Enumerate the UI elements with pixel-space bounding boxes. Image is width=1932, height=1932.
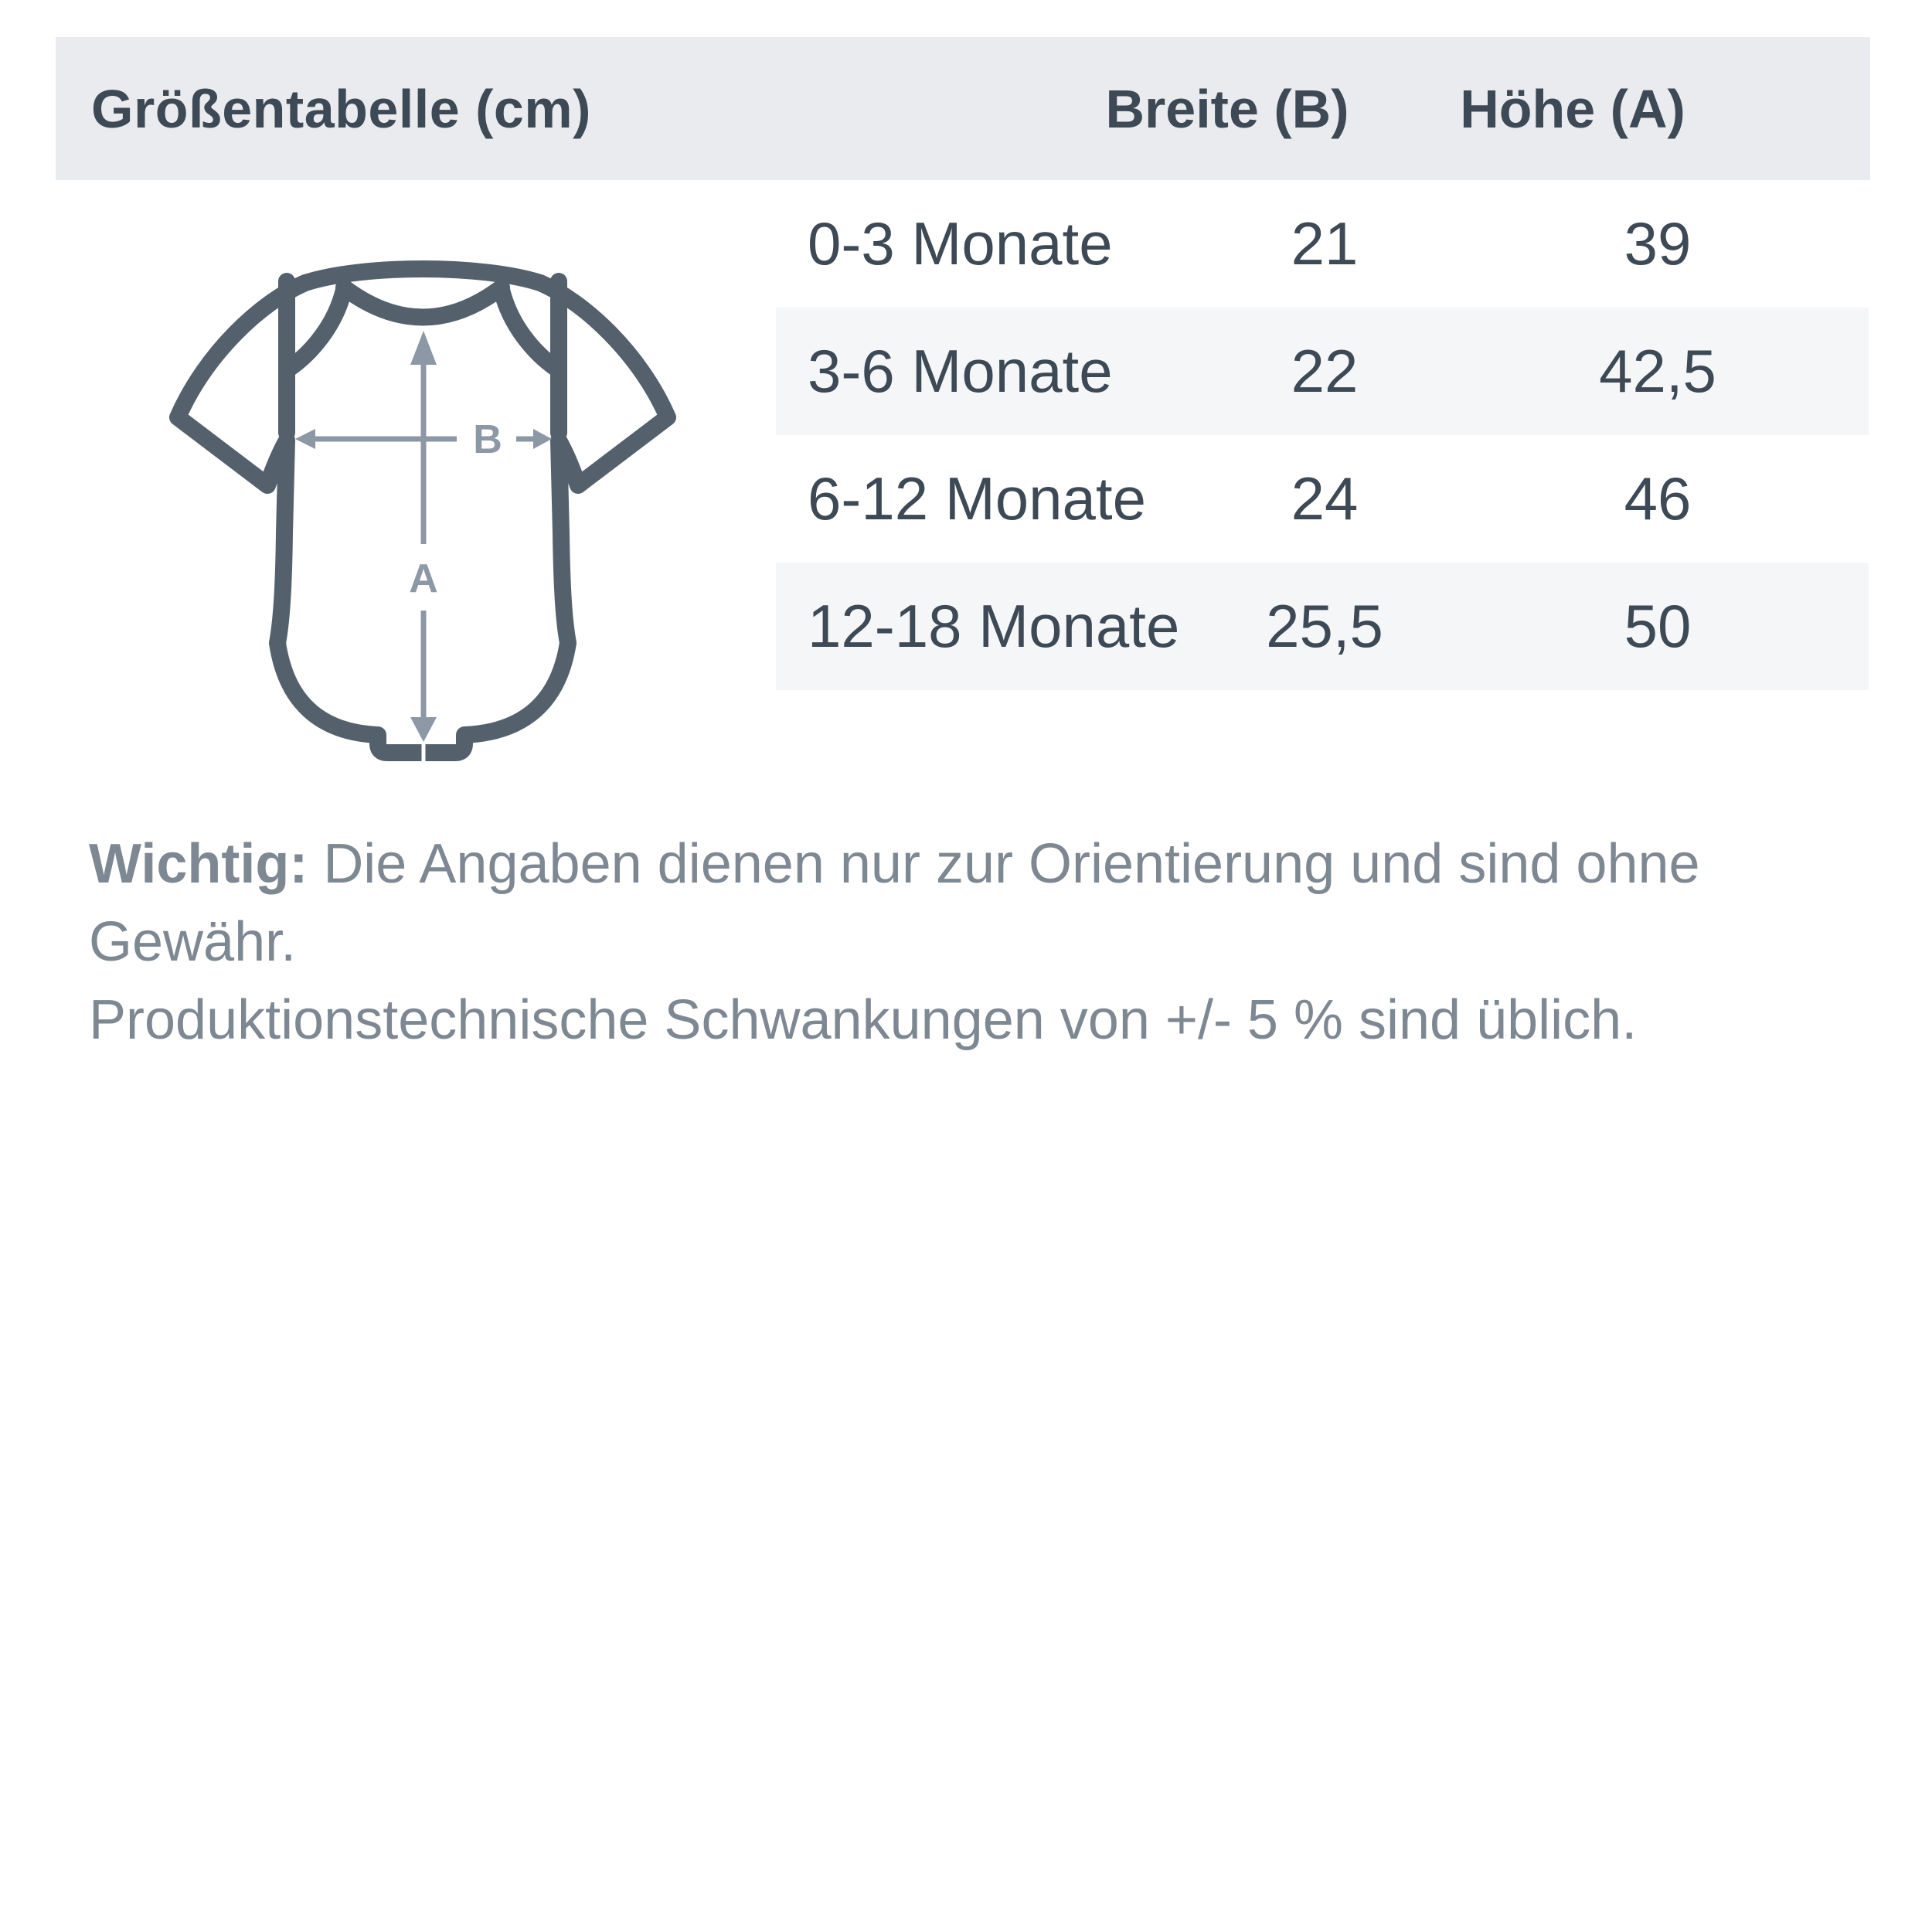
row-label: 6-12 Monate — [808, 464, 1146, 532]
row-hoehe-value: 46 — [1624, 464, 1692, 532]
height-label-a: A — [409, 556, 438, 601]
row-label: 12-18 Monate — [808, 592, 1180, 660]
row-hoehe-value: 39 — [1624, 209, 1692, 277]
right-raglan-seam — [502, 290, 556, 369]
note-text-2: Produktionstechnische Schwankungen von +/- 5 % sind üblich. — [89, 989, 1638, 1051]
row-breite-value: 21 — [1291, 209, 1359, 277]
disclaimer-note — [89, 825, 1866, 1060]
note-text-1: Die Angaben dienen nur zur Orientierung und sind ohne Gewähr. — [89, 833, 1700, 973]
width-label-b: B — [473, 417, 502, 462]
page-title: Größentabelle (cm) — [91, 78, 591, 139]
column-header-hoehe: Höhe (A) — [1460, 78, 1685, 139]
baby-bodysuit-diagram — [147, 243, 696, 777]
note-line-2 — [89, 981, 1866, 1060]
row-breite-value: 25,5 — [1266, 592, 1383, 660]
row-label: 0-3 Monate — [808, 209, 1113, 277]
row-label: 3-6 Monate — [808, 337, 1113, 405]
collar-arc — [344, 287, 502, 318]
row-breite-value: 22 — [1291, 337, 1359, 405]
row-hoehe-value: 50 — [1624, 592, 1692, 660]
row-hoehe-value: 42,5 — [1599, 337, 1716, 405]
row-breite-value: 24 — [1291, 464, 1359, 532]
table-row — [776, 308, 1869, 435]
note-line-1 — [89, 825, 1866, 981]
note-label: Wichtig: — [89, 833, 308, 895]
table-row — [776, 435, 1869, 563]
table-row — [776, 563, 1869, 690]
table-row — [776, 180, 1869, 308]
table-header-bar — [56, 37, 1870, 180]
left-raglan-seam — [289, 290, 344, 369]
height-arrow — [409, 331, 438, 742]
column-header-breite: Breite (B) — [1105, 78, 1349, 139]
size-table — [776, 180, 1869, 690]
